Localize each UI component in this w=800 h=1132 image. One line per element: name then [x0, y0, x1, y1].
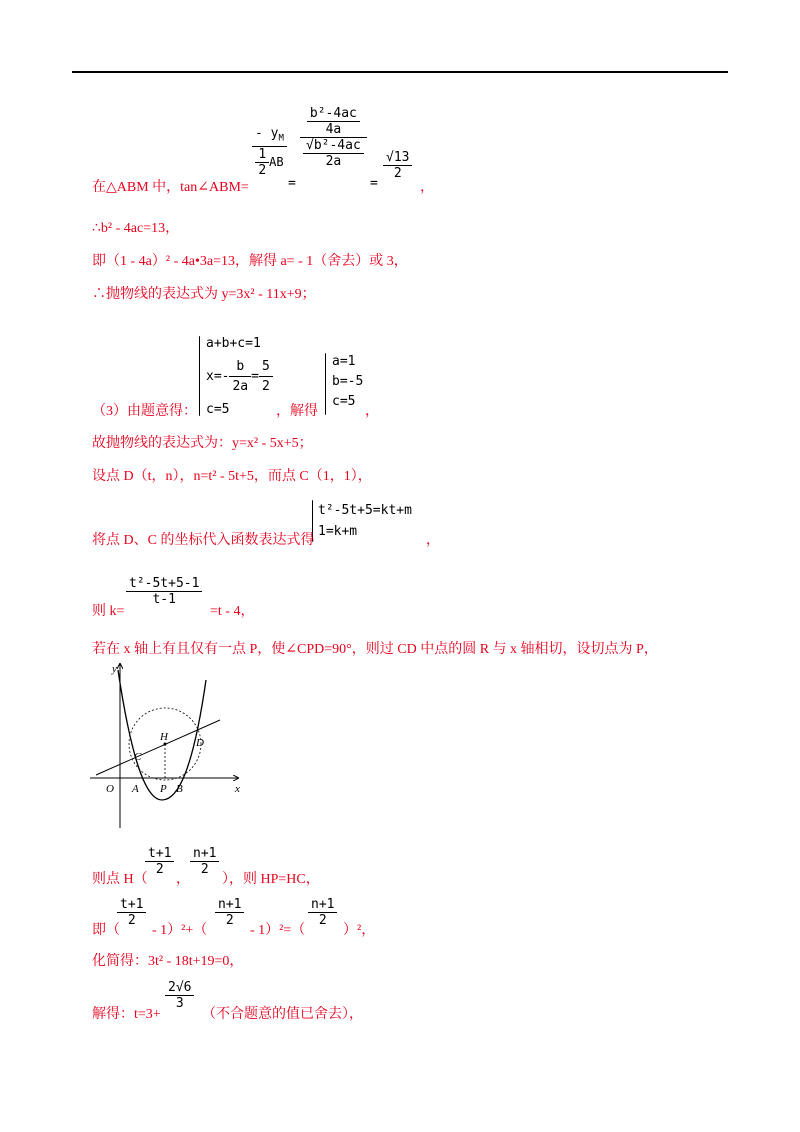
big-fraction: $\frac{\frac{\text{b²-4ac}}{4a}}{\frac{\text{√b²-4ac}}{2a}}$ — [300, 106, 367, 169]
line-13: 化简得：3t² - 18t+19=0， — [92, 954, 244, 969]
e-frac-3: $\frac{n+1}{2}$ — [308, 897, 337, 928]
line-12d: ）²， — [343, 923, 376, 938]
line-12b: - 1）²+（ — [152, 923, 208, 938]
eq-sign-1: = — [288, 176, 296, 191]
line-11b: ， — [176, 872, 190, 887]
label-p: P — [160, 783, 167, 795]
sol-frac: $\frac{2√6}{3}$ — [165, 980, 194, 1011]
system-brace-2 — [325, 353, 326, 415]
line-6: 故抛物线的表达式为：y=x² - 5x+5； — [92, 436, 313, 451]
label-a: A — [132, 783, 139, 795]
line-11c: ），则 HP=HC， — [222, 872, 320, 887]
line-11a: 则点 H（ — [92, 872, 148, 887]
line-8a: 将点 D、C 的坐标代入函数表达式得 — [92, 533, 315, 548]
line-4: ∴抛物线的表达式为 y=3x² - 11x+9； — [92, 287, 316, 302]
e-frac-2: $\frac{n+1}{2}$ — [215, 897, 244, 928]
label-d: D — [196, 737, 204, 749]
system-brace-1 — [199, 336, 200, 416]
line-14b: （不合题意的值已舍去）， — [202, 1007, 363, 1022]
k-fraction: $\frac{\text{t²-5t+5-1}}{t-1}$ — [126, 576, 202, 607]
line-12a: 即（ — [92, 923, 120, 938]
line-8b: ， — [426, 533, 440, 548]
line-14a: 解得：t=3+ — [92, 1007, 161, 1022]
result-fraction: $\frac{√13}{2}$ — [383, 150, 412, 181]
label-y: y — [112, 663, 117, 675]
header-rule — [72, 71, 728, 73]
line-10: 若在 x 轴上有且仅有一点 P，使∠CPD=90°，则过 CD 中点的圆 R 与 x 轴相切，设切点为 P， — [92, 642, 658, 657]
h-frac-2: $\frac{n+1}{2}$ — [190, 846, 219, 877]
parabola-figure — [88, 660, 248, 830]
label-o: O — [106, 783, 114, 795]
line-12c: - 1）²=（ — [250, 923, 306, 938]
tan-formula: - $y_M$ $\frac{1}{2}$ AB — [252, 108, 287, 178]
line-5b: ，解得 — [276, 404, 318, 419]
label-x: x — [235, 783, 240, 795]
line-3: 即（1 - 4a）² - 4a•3a=13，解得 a= - 1（舍去）或 3， — [92, 254, 408, 269]
eq-sign-2: = — [370, 176, 378, 191]
system-3: t²-5t+5=kt+m 1=k+m — [318, 503, 412, 539]
line-7: 设点 D（t，n），n=t² - 5t+5，而点 C（1，1）， — [92, 469, 372, 484]
label-c: C — [134, 751, 142, 763]
line-tan-comma: ， — [420, 180, 434, 195]
h-frac-1: $\frac{t+1}{2}$ — [145, 846, 174, 877]
line-5c: ， — [365, 404, 379, 419]
e-frac-1: $\frac{t+1}{2}$ — [117, 897, 146, 928]
line-9b: =t - 4， — [210, 604, 255, 619]
label-b: B — [176, 783, 183, 795]
line-5a: （3）由题意得： — [92, 404, 197, 419]
line-9a: 则 k= — [92, 604, 125, 619]
line-tan: 在△ABM 中，tan∠ABM= — [92, 180, 249, 195]
system-2: a=1 b=-5 c=5 — [332, 354, 364, 409]
system-1: a+b+c=1 x=- $\frac{b}{2a}$ = $\frac{5}{2}$ c=5 — [206, 334, 273, 419]
label-h: H — [160, 731, 168, 743]
line-2: ∴b² - 4ac=13， — [92, 221, 180, 236]
